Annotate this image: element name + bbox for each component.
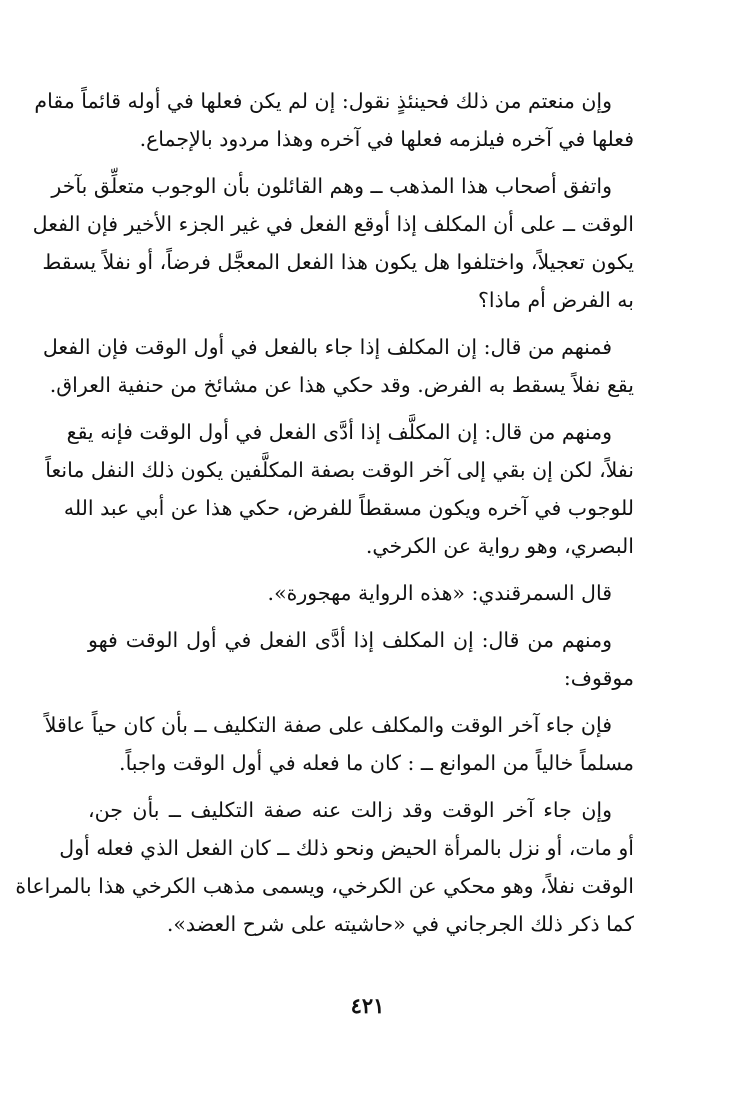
text-line: وإن جاء آخر الوقت وقد زالت عنه صفة التكليف ــ بأن جن، xyxy=(88,798,612,822)
paragraph-5 xyxy=(88,574,634,612)
text-line: قال السمرقندي: «هذه الرواية مهجورة». xyxy=(267,581,612,605)
text-line: فمنهم من قال: إن المكلف إذا جاء بالفعل في أول الوقت فإن الفعل xyxy=(42,335,612,359)
paragraph-4 xyxy=(45,413,634,565)
paragraph-1 xyxy=(34,82,634,158)
text-line: فعلها في آخره فيلزمه فعلها في آخره وهذا مردود بالإجماع. xyxy=(139,127,634,151)
page-number: ٤٢١ xyxy=(350,993,385,1018)
text-line: الوقت ــ على أن المكلف إذا أوقع الفعل في غير الجزء الأخير فإن الفعل xyxy=(32,212,634,236)
paragraph-3 xyxy=(42,328,634,404)
text-line: أو مات، أو نزل بالمرأة الحيض ونحو ذلك ــ كان الفعل الذي فعله أول xyxy=(59,836,634,860)
text-line: مسلماً خالياً من الموانع ــ : كان ما فعله في أول الوقت واجباً. xyxy=(119,751,634,775)
page-body xyxy=(15,82,634,952)
text-line: فإن جاء آخر الوقت والمكلف على صفة التكليف ــ بأن كان حياً عاقلاً xyxy=(44,713,612,737)
text-line: يقع نفلاً يسقط به الفرض. وقد حكي هذا عن مشائخ من حنفية العراق. xyxy=(49,373,634,397)
text-line: به الفرض أم ماذا؟ xyxy=(478,288,634,312)
paragraph-8 xyxy=(15,791,634,943)
text-line: يكون تعجيلاً، واختلفوا هل يكون هذا الفعل المعجَّل فرضاً، أو نفلاً يسقط xyxy=(42,250,634,274)
text-line: ومنهم من قال: إن المكلف إذا أدَّى الفعل في أول الوقت فهو xyxy=(88,628,612,652)
text-line: واتفق أصحاب هذا المذهب ــ وهم القائلون بأن الوجوب متعلِّق بآخر xyxy=(51,174,612,198)
text-line: وإن منعتم من ذلك فحينئذٍ نقول: إن لم يكن فعلها في أوله قائماً مقام xyxy=(34,89,612,113)
paragraph-2 xyxy=(32,167,634,319)
text-line: نفلاً، لكن إن بقي إلى آخر الوقت بصفة المكلَّفين يكون ذلك النفل مانعاً xyxy=(45,458,634,482)
text-line: الوقت نفلاً، وهو محكي عن الكرخي، ويسمى مذهب الكرخي هذا بالمراعاة xyxy=(15,874,634,898)
text-line: ومنهم من قال: إن المكلَّف إذا أدَّى الفعل في أول الوقت فإنه يقع xyxy=(66,420,612,444)
text-line: كما ذكر ذلك الجرجاني في «حاشيته على شرح العضد». xyxy=(166,912,634,936)
text-line: موقوف: xyxy=(563,666,634,690)
text-line: البصري، وهو رواية عن الكرخي. xyxy=(365,534,634,558)
paragraph-6 xyxy=(88,621,634,697)
text-line: للوجوب في آخره ويكون مسقطاً للفرض، حكي هذا عن أبي عبد الله xyxy=(63,496,634,520)
paragraph-7 xyxy=(44,706,634,782)
